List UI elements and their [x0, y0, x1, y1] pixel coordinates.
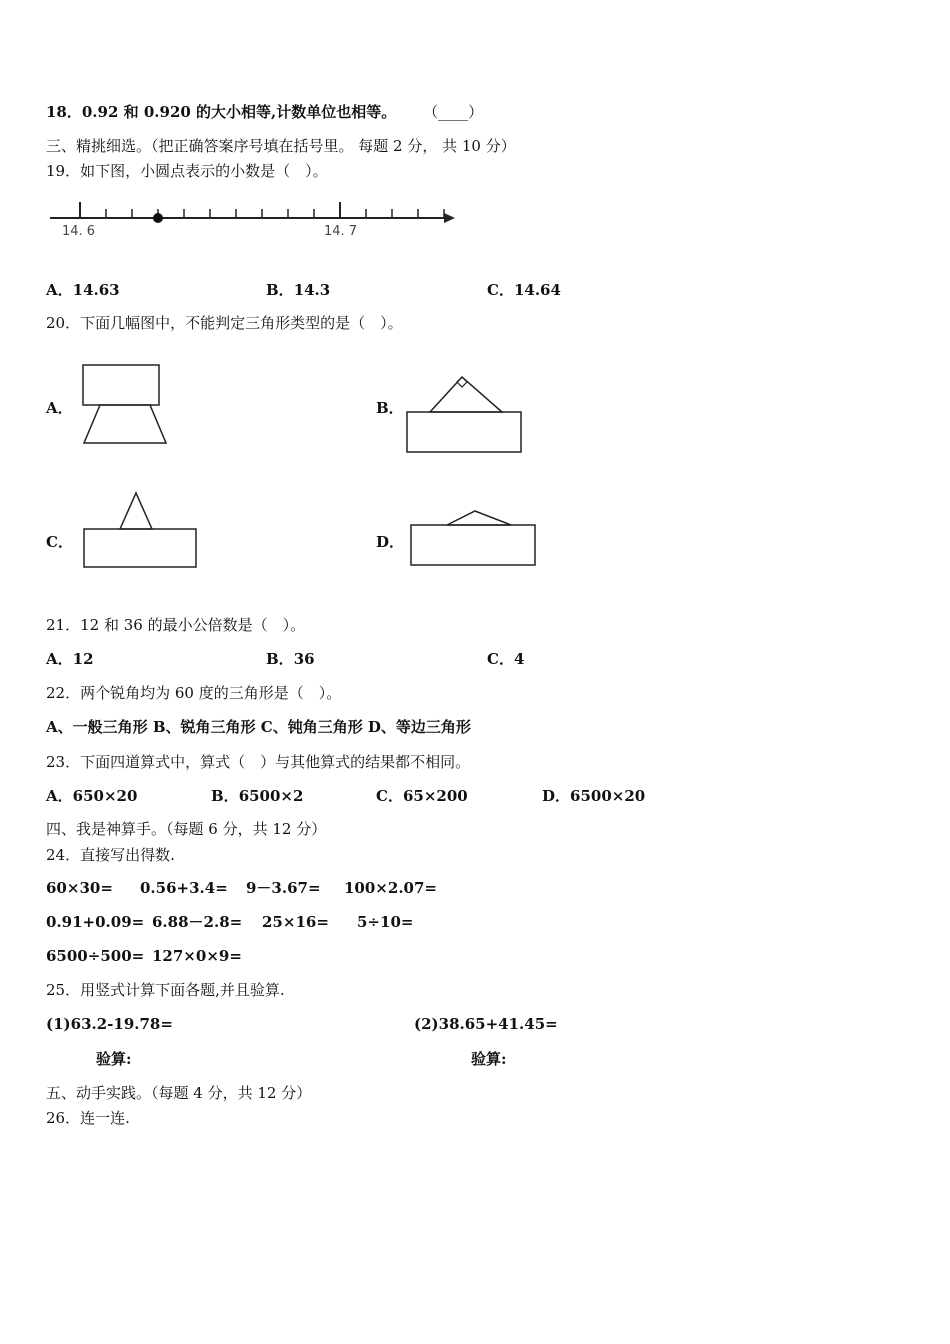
- q20-figure-a: [78, 360, 178, 450]
- calc-item: 5÷10=: [357, 913, 414, 931]
- calc-item: 0.91+0.09=: [46, 913, 145, 931]
- q19-option-c[interactable]: C．14.64: [487, 281, 561, 299]
- section-5-title: 五、动手实践。（每题 4 分，共 12 分）: [46, 1084, 312, 1102]
- question-21-text: 21．12 和 36 的最小公倍数是（ ）。: [46, 616, 306, 634]
- q20-option-b-label[interactable]: B．: [376, 399, 404, 417]
- number-line-end-label: 14. 7: [324, 224, 358, 239]
- q23-option-b[interactable]: B．6500×2: [211, 787, 304, 805]
- q21-option-a[interactable]: A．12: [46, 650, 94, 668]
- question-24-text: 24．直接写出得数.: [46, 846, 175, 864]
- q21-option-b[interactable]: B．36: [266, 650, 315, 668]
- calc-item: 0.56+3.4=: [140, 879, 228, 897]
- check-label-2: 验算:: [471, 1050, 507, 1068]
- question-19-text: 19．如下图，小圆点表示的小数是（ ）。: [46, 162, 328, 180]
- q21-option-c[interactable]: C．4: [487, 650, 525, 668]
- q23-option-a[interactable]: A．650×20: [46, 787, 138, 805]
- number-line-arrow: [444, 213, 455, 223]
- question-26-text: 26．连一连.: [46, 1109, 130, 1127]
- number-line-dot: [153, 213, 163, 223]
- answer-blank[interactable]: （____）: [423, 103, 484, 121]
- q23-option-c[interactable]: C．65×200: [376, 787, 468, 805]
- question-23-text: 23．下面四道算式中，算式（ ）与其他算式的结果都不相同。: [46, 753, 471, 771]
- q20-option-c-label[interactable]: C．: [46, 533, 73, 551]
- calc-item: 6500÷500=: [46, 947, 145, 965]
- q20-figure-b: [403, 372, 533, 472]
- calc-item: 127×0×9=: [152, 947, 242, 965]
- question-number: 18．: [46, 103, 82, 121]
- number-line-start-label: 14. 6: [62, 224, 96, 239]
- calc-item: 100×2.07=: [344, 879, 437, 897]
- calc-item: 9－3.67=: [246, 879, 321, 897]
- section-3-title: 三、精挑细选。（把正确答案序号填在括号里。 每题 2 分， 共 10 分）: [46, 137, 516, 155]
- check-label-1: 验算:: [96, 1050, 132, 1068]
- calc-item: 25×16=: [262, 913, 329, 931]
- vertical-calc-2: (2)38.65+41.45=: [414, 1015, 558, 1033]
- calc-item: 6.88－2.8=: [152, 913, 243, 931]
- question-20-text: 20．下面几幅图中，不能判定三角形类型的是（ ）。: [46, 314, 403, 332]
- q23-option-d[interactable]: D．6500×20: [542, 787, 646, 805]
- question-text: 0.92 和 0.920 的大小相等,计数单位也相等。: [81, 103, 397, 121]
- q20-option-d-label[interactable]: D．: [376, 533, 405, 551]
- q20-option-a-label[interactable]: A．: [46, 399, 73, 417]
- section-4-title: 四、我是神算手。（每题 6 分，共 12 分）: [46, 820, 327, 838]
- q22-options[interactable]: A、一般三角形 B、锐角三角形 C、钝角三角形 D、等边三角形: [46, 718, 471, 736]
- vertical-calc-1: (1)63.2-19.78=: [46, 1015, 173, 1033]
- question-18: [46, 102, 483, 122]
- calc-item: 60×30=: [46, 879, 113, 897]
- q19-option-b[interactable]: B．14.3: [266, 281, 331, 299]
- question-25-text: 25．用竖式计算下面各题,并且验算.: [46, 981, 285, 999]
- q20-figure-c: [80, 488, 210, 578]
- q19-option-a[interactable]: A．14.63: [46, 281, 120, 299]
- question-22-text: 22．两个锐角均为 60 度的三角形是（ ）。: [46, 684, 342, 702]
- number-line: [48, 196, 468, 246]
- q20-figure-d: [407, 505, 547, 575]
